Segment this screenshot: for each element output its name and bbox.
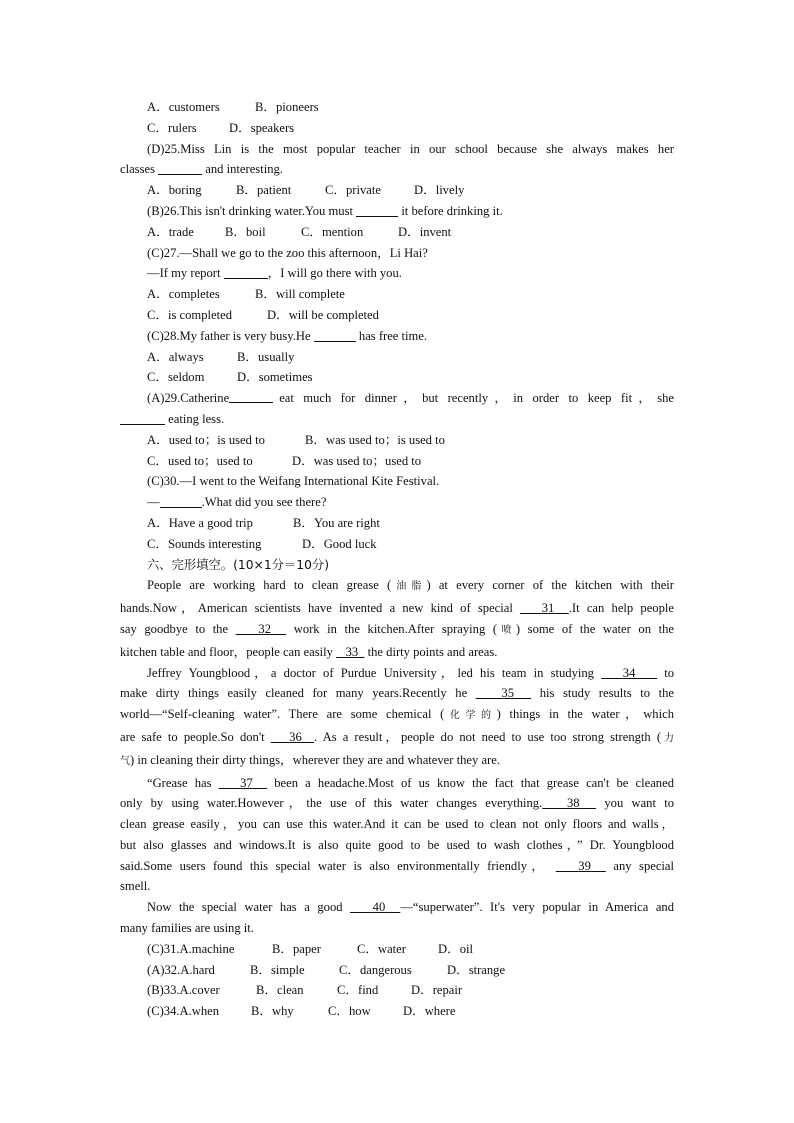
- q25-stem-line2: [120, 159, 674, 180]
- blank-38: [542, 796, 596, 810]
- q34-options: [120, 1001, 674, 1022]
- passage-text: ) at every corner of the kitchen with their: [426, 578, 674, 593]
- blank-36: [271, 730, 314, 744]
- passage-text: make dirty things easily cleaned for many years.Recently he: [120, 686, 468, 701]
- passage-gloss: 化学的: [444, 710, 497, 722]
- q28-option-a: A．always: [147, 349, 204, 364]
- q27-reply: [120, 263, 674, 284]
- passage-text: say goodbye to the: [120, 621, 229, 636]
- passage-text: world—“Self-cleaning water”. There are some chemical (: [120, 707, 445, 722]
- q30-reply-text-a: —: [147, 495, 160, 510]
- q33-options: [120, 980, 674, 1001]
- q25-stem-text-2a: classes: [120, 162, 155, 177]
- passage-text: the dirty points and areas.: [367, 644, 498, 659]
- q26-option-c: C．mention: [301, 224, 364, 239]
- q29-option-b: B．was used to；is used to: [305, 432, 445, 447]
- blank-35-number: 35: [501, 686, 515, 701]
- blank-37-number: 37: [240, 775, 253, 790]
- q27-option-b: B．will complete: [255, 287, 345, 302]
- exam-page: [120, 97, 674, 1022]
- passage-gloss: 力: [661, 732, 675, 744]
- blank-39: [556, 859, 606, 873]
- q28-stem-text-a: (C)28.My father is very busy.He: [147, 328, 311, 343]
- passage-text: been a headache.Most of us know the fact that grease can't be cleaned: [274, 775, 674, 790]
- q28-option-b: B．usually: [237, 349, 295, 364]
- passage-p3-line6: smell.: [120, 879, 151, 894]
- q27-reply-text-b: ，I will go there with you.: [267, 266, 402, 281]
- passage-p1-line4: [120, 642, 674, 663]
- blank-38-number: 38: [567, 796, 580, 811]
- q24-option-c: C．rulers: [147, 120, 197, 135]
- q26-option-d: D．invent: [398, 224, 452, 239]
- passage-text: work in the kitchen.After spraying (: [293, 621, 498, 636]
- q25-stem-line1: [120, 139, 674, 160]
- q27-blank: [224, 264, 268, 279]
- blank-31-number: 31: [541, 601, 555, 616]
- q26-stem-text-a: (B)26.This isn't drinking water.You must: [147, 203, 353, 218]
- q30-option-a: A．Have a good trip: [147, 515, 253, 530]
- passage-text: ) things in the water，which: [496, 707, 674, 722]
- passage-p3-line2: [120, 793, 674, 814]
- blank-32: [236, 622, 286, 636]
- passage-gloss: 喷: [497, 624, 516, 636]
- q29-stem-line1: [120, 388, 674, 409]
- passage-p4-line2: many families are using it.: [120, 921, 254, 936]
- q25-options: [120, 180, 674, 201]
- blank-33-number: 33: [345, 644, 359, 659]
- q29-option-c: C．used to；used to: [147, 453, 253, 468]
- passage-text: any special: [613, 858, 675, 873]
- q28-option-c: C．seldom: [147, 370, 205, 385]
- passage-gloss: 气: [120, 755, 130, 767]
- passage-p2-line5: [120, 750, 674, 773]
- q28-blank: [314, 327, 356, 342]
- blank-34-number: 34: [622, 665, 636, 680]
- q30-options-row1: [120, 513, 674, 534]
- q27-options-row1: [120, 284, 674, 305]
- q32-option-c: C．dangerous: [339, 962, 412, 977]
- q30-blank: [160, 493, 202, 508]
- q26-stem-text-b: it before drinking it.: [401, 203, 503, 218]
- q27-option-d: D．will be completed: [267, 307, 379, 322]
- passage-text: Jeffrey Youngblood，a doctor of Purdue University，led his team in studying: [147, 665, 594, 680]
- q24-options-row1: [120, 97, 674, 118]
- passage-p1-line3: [120, 619, 674, 642]
- q30-option-d: D．Good luck: [302, 536, 377, 551]
- q25-stem-text: (D)25.Miss Lin is the most popular teacher in our school because she always makes her: [147, 141, 674, 156]
- q33-option-c: C．find: [337, 983, 379, 998]
- passage-p3-line1: [120, 773, 674, 794]
- q30-options-row2: [120, 534, 674, 555]
- q26-stem: [120, 201, 674, 222]
- q28-option-d: D．sometimes: [237, 370, 313, 385]
- passage-text: kitchen table and floor，people can easily: [120, 644, 333, 659]
- passage-text: . As a result，people do not need to use too strong strength (: [314, 729, 662, 744]
- q25-option-c: C．private: [325, 183, 381, 198]
- passage-text: only by using water.However，the use of this water changes everything.: [120, 796, 543, 811]
- blank-35: [476, 686, 531, 700]
- passage-p3-line4: but also glasses and windows.It is also quite good to be used to wash clothes，” Dr. Youngblood: [120, 837, 674, 852]
- q31-option-d: D．oil: [438, 941, 473, 956]
- passage-text: ) some of the water on the: [515, 621, 674, 636]
- q32-option-d: D．strange: [447, 962, 506, 977]
- q32-options: [120, 960, 674, 981]
- q29-blank-2: [120, 410, 165, 425]
- passage-p3-line5: [120, 856, 674, 877]
- q34-option-d: D．where: [403, 1004, 456, 1019]
- passage-p3-line3: clean grease easily，you can use this water.And it can be used to clean not only floors and walls，: [120, 817, 674, 832]
- q25-stem-text-2b: and interesting.: [205, 162, 283, 177]
- q27-options-row2: [120, 305, 674, 326]
- q27-option-a: A．completes: [147, 287, 220, 302]
- q26-option-b: B．boil: [225, 224, 266, 239]
- blank-32-number: 32: [258, 621, 271, 636]
- q31-options: [120, 939, 674, 960]
- q34-option-b: B．why: [251, 1004, 294, 1019]
- passage-p2-line3: [120, 704, 674, 727]
- q29-stem-line2: [120, 409, 674, 430]
- blank-34: [601, 666, 657, 680]
- passage-text: to: [664, 665, 674, 680]
- passage-text: “Grease has: [147, 775, 212, 790]
- blank-37: [219, 776, 267, 790]
- passage-text: —“superwater”. It's very popular in America and: [400, 900, 675, 915]
- passage-text: .It can help people: [568, 601, 674, 616]
- passage-gloss: 油脂: [391, 581, 427, 593]
- q29-option-a: A．used to；is used to: [147, 432, 265, 447]
- passage-text: People are working hard to clean grease (: [147, 578, 392, 593]
- q29-stem-text-b: eat much for dinner，but recently，in order to keep fit，she: [279, 391, 674, 406]
- q28-options-row1: [120, 347, 674, 368]
- passage-text: said.Some users found this special water is also environmentally friendly，: [120, 858, 549, 873]
- blank-40: [350, 900, 400, 914]
- blank-31: [520, 601, 569, 615]
- q30-option-b: B．You are right: [293, 515, 380, 530]
- q33-option-b: B．clean: [256, 983, 304, 998]
- q30-reply: [120, 492, 674, 513]
- q26-options: [120, 222, 674, 243]
- passage-p1-line2: [120, 598, 674, 619]
- passage-text: hands.Now，American scientists have invented a new kind of special: [120, 601, 513, 616]
- passage-text: are safe to people.So don't: [120, 729, 265, 744]
- q32-option-a: (A)32.A.hard: [147, 962, 215, 977]
- q29-stem-text-a: (A)29.Catherine: [147, 391, 230, 406]
- blank-39-number: 39: [578, 858, 591, 873]
- blank-33: [336, 645, 364, 659]
- q34-option-c: C．how: [328, 1004, 371, 1019]
- passage-text: ) in cleaning their dirty things，wherever they are and whatever they are.: [130, 752, 500, 767]
- passage-p1-line1: [120, 575, 674, 598]
- q24-option-b: B．pioneers: [255, 100, 319, 114]
- section-heading-cloze: 六、完形填空。(10×1分＝10分): [147, 557, 329, 572]
- q34-option-a: (C)34.A.when: [147, 1004, 220, 1019]
- q31-option-c: C．water: [357, 941, 406, 956]
- q24-options-row2: [120, 118, 674, 139]
- q25-option-b: B．patient: [236, 183, 292, 198]
- q27-option-c: C．is completed: [147, 307, 232, 322]
- q26-blank: [356, 202, 398, 217]
- passage-text: Now the special water has a good: [147, 900, 343, 915]
- passage-p2-line4: [120, 727, 674, 750]
- q31-option-a: (C)31.A.machine: [147, 941, 235, 956]
- q28-stem: [120, 326, 674, 347]
- q33-option-d: D．repair: [411, 983, 463, 998]
- q27-stem: (C)27.—Shall we go to the zoo this afternoon，Li Hai?: [147, 245, 428, 260]
- q25-blank: [158, 160, 202, 175]
- passage-p2-line1: [120, 663, 674, 684]
- passage-p2-line2: [120, 683, 674, 704]
- q28-options-row2: [120, 367, 674, 388]
- q32-option-b: B．simple: [250, 962, 305, 977]
- q33-option-a: (B)33.A.cover: [147, 983, 220, 998]
- q24-option-d: D．speakers: [229, 120, 295, 135]
- blank-36-number: 36: [289, 729, 302, 744]
- q29-options-row1: [120, 430, 674, 451]
- q29-options-row2: [120, 451, 674, 472]
- q24-option-a: A．customers: [147, 100, 220, 114]
- passage-text: you want to: [604, 796, 675, 811]
- q25-option-d: D．lively: [414, 183, 465, 198]
- q30-reply-text-b: .What did you see there?: [201, 495, 327, 510]
- passage-text: his study results to the: [539, 686, 674, 701]
- blank-40-number: 40: [372, 900, 386, 915]
- q28-stem-text-b: has free time.: [358, 328, 428, 343]
- q30-option-c: C．Sounds interesting: [147, 536, 262, 551]
- passage-p4-line1: [120, 897, 674, 918]
- q31-option-b: B．paper: [272, 941, 321, 956]
- q30-stem: (C)30.—I went to the Weifang International Kite Festival.: [147, 474, 440, 489]
- q29-option-d: D．was used to；used to: [292, 453, 422, 468]
- q25-option-a: A．boring: [147, 183, 202, 198]
- q29-blank-1: [229, 388, 273, 403]
- q29-stem-text-2: eating less.: [168, 411, 225, 426]
- q26-option-a: A．trade: [147, 224, 194, 239]
- q27-reply-text-a: —If my report: [147, 266, 221, 281]
